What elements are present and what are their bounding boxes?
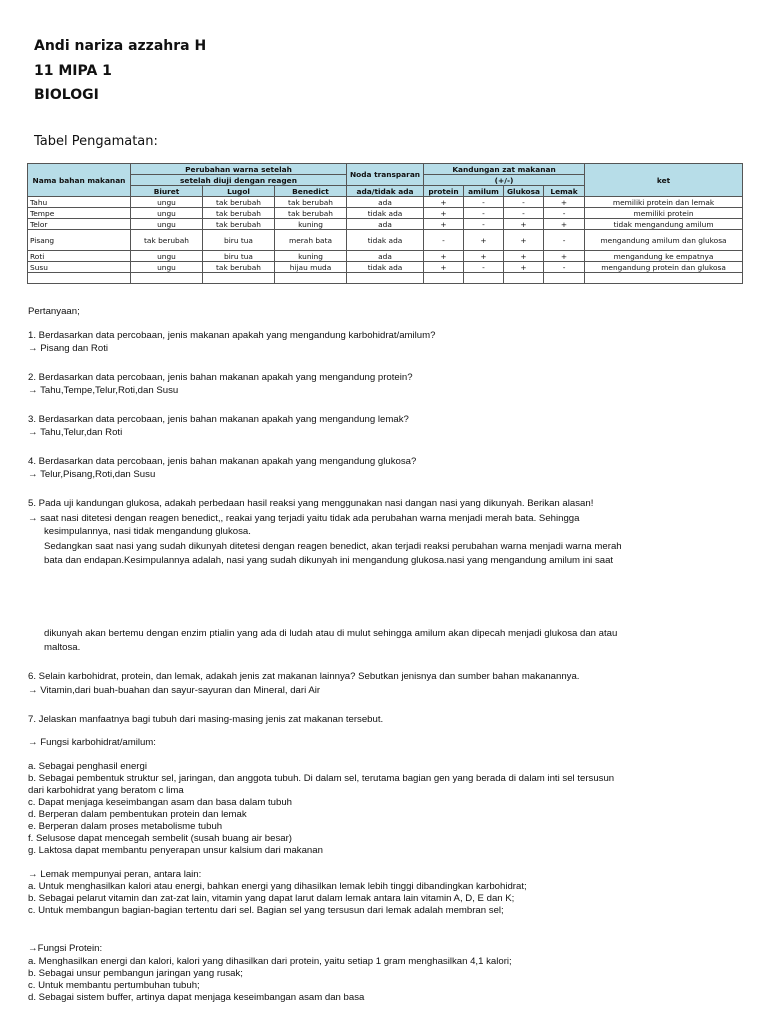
cell-lemak: - (544, 230, 585, 251)
student-name: Andi nariza azzahra H (34, 38, 207, 54)
cell-benedict: kuning (275, 219, 347, 230)
header-reagent: Biuret (131, 186, 203, 197)
header-content-1: Kandungan zat makanan (424, 164, 585, 175)
header-spot-2: ada/tidak ada (347, 186, 424, 197)
table-caption: Tabel Pengamatan: (34, 134, 158, 149)
cell-biuret: ungu (131, 251, 203, 262)
header-content-2: (+/-) (424, 175, 585, 186)
cell-biuret: ungu (131, 262, 203, 273)
question-1: 1. Berdasarkan data percobaan, jenis makanan apakah yang mengandung karbohidrat/amilum? (28, 330, 436, 341)
answer-5-line-4: bata dan endapan.Kesimpulannya adalah, nasi yang sudah dikunyah ini mengandung glukosa.nasi yang mengandung amilum ini saat (44, 555, 614, 566)
cell-ket: tidak mengandung amilum (585, 219, 743, 230)
cell-ket: mengandung amilum dan glukosa (585, 230, 743, 251)
header-note: ket (585, 164, 743, 197)
question-6: 6. Selain karbohidrat, protein, dan lemak, adakah jenis zat makanan lainnya? Sebutkan jenisnya dan sumber bahan makanannya. (28, 671, 580, 682)
cell-name: Telor (28, 219, 131, 230)
carb-title: → Fungsi karbohidrat/amilum: (28, 737, 156, 748)
answer-2: → Tahu,Tempe,Telur,Roti,dan Susu (28, 385, 179, 396)
cell-lemak: - (544, 262, 585, 273)
cell-protein: + (424, 219, 464, 230)
table-row (28, 230, 743, 251)
cell-biuret: ungu (131, 219, 203, 230)
subject-title: BIOLOGI (34, 87, 99, 103)
cell-lugol: tak berubah (203, 219, 275, 230)
cell-name: Pisang (28, 230, 131, 251)
list-item: c. Dapat menjaga keseimbangan asam dan basa dalam tubuh (28, 797, 292, 808)
protein-title: →Fungsi Protein: (28, 943, 103, 954)
cell-biuret: tak berubah (131, 230, 203, 251)
cell-benedict: tak berubah (275, 197, 347, 208)
answer-5-line-6: maltosa. (44, 642, 81, 653)
table-row (28, 208, 743, 219)
cell-benedict: merah bata (275, 230, 347, 251)
list-item: a. Untuk menghasilkan kalori atau energi, bahkan energi yang dihasilkan lemak lebih tinggi dibandingkan karbohidrat; (28, 881, 527, 892)
cell-name: Tempe (28, 208, 131, 219)
cell-biuret: ungu (131, 197, 203, 208)
answer-6: → Vitamin,dari buah-buahan dan sayur-sayuran dan Mineral, dari Air (28, 685, 321, 696)
student-class: 11 MIPA 1 (34, 63, 112, 79)
list-item: dari karbohidrat yang beratom c lima (28, 785, 184, 796)
cell-spot: tidak ada (347, 262, 424, 273)
cell-glukosa: + (504, 230, 544, 251)
cell-ket: mengandung ke empatnya (585, 251, 743, 262)
cell-glukosa: + (504, 262, 544, 273)
cell-ket: memiliki protein dan lemak (585, 197, 743, 208)
cell-lugol: biru tua (203, 251, 275, 262)
cell-lemak: - (544, 208, 585, 219)
answer-4: → Telur,Pisang,Roti,dan Susu (28, 469, 156, 480)
cell-spot: tidak ada (347, 230, 424, 251)
cell-spot: ada (347, 251, 424, 262)
cell-protein: + (424, 251, 464, 262)
cell-biuret: ungu (131, 208, 203, 219)
cell-lugol: tak berubah (203, 197, 275, 208)
table-row (28, 251, 743, 262)
header-nutrient: Lemak (544, 186, 585, 197)
question-2: 2. Berdasarkan data percobaan, jenis bahan makanan apakah yang mengandung protein? (28, 372, 413, 383)
answer-1: → Pisang dan Roti (28, 343, 108, 354)
list-item: b. Sebagai pelarut vitamin dan zat-zat lain, vitamin yang dapat larut dalam lemak antara lain vitamin A, D, E dan K; (28, 893, 515, 904)
cell-benedict: hijau muda (275, 262, 347, 273)
cell-protein: - (424, 230, 464, 251)
answer-5-line-3: Sedangkan saat nasi yang sudah dikunyah ditetesi dengan reagen benedict, akan terjadi reaksi perubahan warna menjadi warna merah (44, 541, 622, 552)
header-nutrient: protein (424, 186, 464, 197)
header-nutrient: amilum (464, 186, 504, 197)
cell-lemak: + (544, 251, 585, 262)
table-row (28, 219, 743, 230)
list-item: a. Menghasilkan energi dan kalori, kalori yang dihasilkan dari protein, yaitu setiap 1 gram menghasilkan 4,1 kalori; (28, 956, 512, 967)
cell-lugol: tak berubah (203, 262, 275, 273)
cell-benedict: kuning (275, 251, 347, 262)
cell-amilum: + (464, 251, 504, 262)
cell-ket: mengandung protein dan glukosa (585, 262, 743, 273)
header-spot-1: Noda transparan (347, 164, 424, 186)
cell-lemak: + (544, 197, 585, 208)
cell-name: Susu (28, 262, 131, 273)
cell-spot: ada (347, 219, 424, 230)
list-item: b. Sebagai unsur pembangun jaringan yang rusak; (28, 968, 243, 979)
cell-amilum: - (464, 197, 504, 208)
table-row (28, 262, 743, 273)
cell-spot: ada (347, 197, 424, 208)
list-item: d. Sebagai sistem buffer, artinya dapat menjaga keseimbangan asam dan basa (28, 992, 365, 1003)
answer-5-line-1: → saat nasi ditetesi dengan reagen benedict,, reakai yang terjadi yaitu tidak ada perubahan warna menjadi merah bata. Sehingga (28, 513, 580, 524)
list-item: c. Untuk membantu pertumbuhan tubuh; (28, 980, 200, 991)
header-reagent: Lugol (203, 186, 275, 197)
answer-3: → Tahu,Telur,dan Roti (28, 427, 123, 438)
header-nutrient: Glukosa (504, 186, 544, 197)
question-3: 3. Berdasarkan data percobaan, jenis bahan makanan apakah yang mengandung lemak? (28, 414, 409, 425)
list-item: f. Selusose dapat mencegah sembelit (susah buang air besar) (28, 833, 292, 844)
header-name: Nama bahan makanan (28, 164, 131, 197)
cell-name: Roti (28, 251, 131, 262)
cell-amilum: - (464, 208, 504, 219)
list-item: g. Laktosa dapat membantu penyerapan unsur kalsium dari makanan (28, 845, 323, 856)
cell-glukosa: + (504, 251, 544, 262)
cell-glukosa: + (504, 219, 544, 230)
table-row-empty (28, 273, 743, 284)
cell-glukosa: - (504, 197, 544, 208)
cell-benedict: tak berubah (275, 208, 347, 219)
cell-spot: tidak ada (347, 208, 424, 219)
observation-table (27, 163, 743, 284)
header-reagent: Benedict (275, 186, 347, 197)
question-7: 7. Jelaskan manfaatnya bagi tubuh dari masing-masing jenis zat makanan tersebut. (28, 714, 384, 725)
cell-amilum: - (464, 219, 504, 230)
cell-glukosa: - (504, 208, 544, 219)
list-item: b. Sebagai pembentuk struktur sel, jaringan, dan anggota tubuh. Di dalam sel, terutama bagian gen yang berada di dalam inti sel tersusun (28, 773, 615, 784)
list-item: e. Berperan dalam proses metabolisme tubuh (28, 821, 223, 832)
list-item: c. Untuk membangun bagian-bagian tertentu dari sel. Bagian sel yang tersusun dari lemak adalah membran sel; (28, 905, 504, 916)
cell-lugol: biru tua (203, 230, 275, 251)
header-color-change-1: Perubahan warna setelah (131, 164, 347, 175)
answer-5-line-5: dikunyah akan bertemu dengan enzim ptialin yang ada di ludah atau di mulut sehingga amilum akan dipecah menjadi glukosa dan atau (44, 628, 618, 639)
header-color-change-2: setelah diuji dengan reagen (131, 175, 347, 186)
cell-protein: + (424, 208, 464, 219)
question-5: 5. Pada uji kandungan glukosa, adakah perbedaan hasil reaksi yang menggunakan nasi dangan nasi yang dikunyah. Berikan alasan! (28, 498, 594, 509)
table-row (28, 197, 743, 208)
cell-amilum: + (464, 230, 504, 251)
cell-lugol: tak berubah (203, 208, 275, 219)
cell-protein: + (424, 262, 464, 273)
fat-title: → Lemak mempunyai peran, antara lain: (28, 869, 202, 880)
answer-5-line-2: kesimpulannya, nasi tidak mengandung glukosa. (44, 526, 251, 537)
cell-name: Tahu (28, 197, 131, 208)
question-4: 4. Berdasarkan data percobaan, jenis bahan makanan apakah yang mengandung glukosa? (28, 456, 417, 467)
cell-amilum: - (464, 262, 504, 273)
cell-lemak: + (544, 219, 585, 230)
list-item: a. Sebagai penghasil energi (28, 761, 147, 772)
questions-label: Pertanyaan; (28, 306, 80, 317)
cell-ket: memiliki protein (585, 208, 743, 219)
list-item: d. Berperan dalam pembentukan protein dan lemak (28, 809, 247, 820)
cell-protein: + (424, 197, 464, 208)
